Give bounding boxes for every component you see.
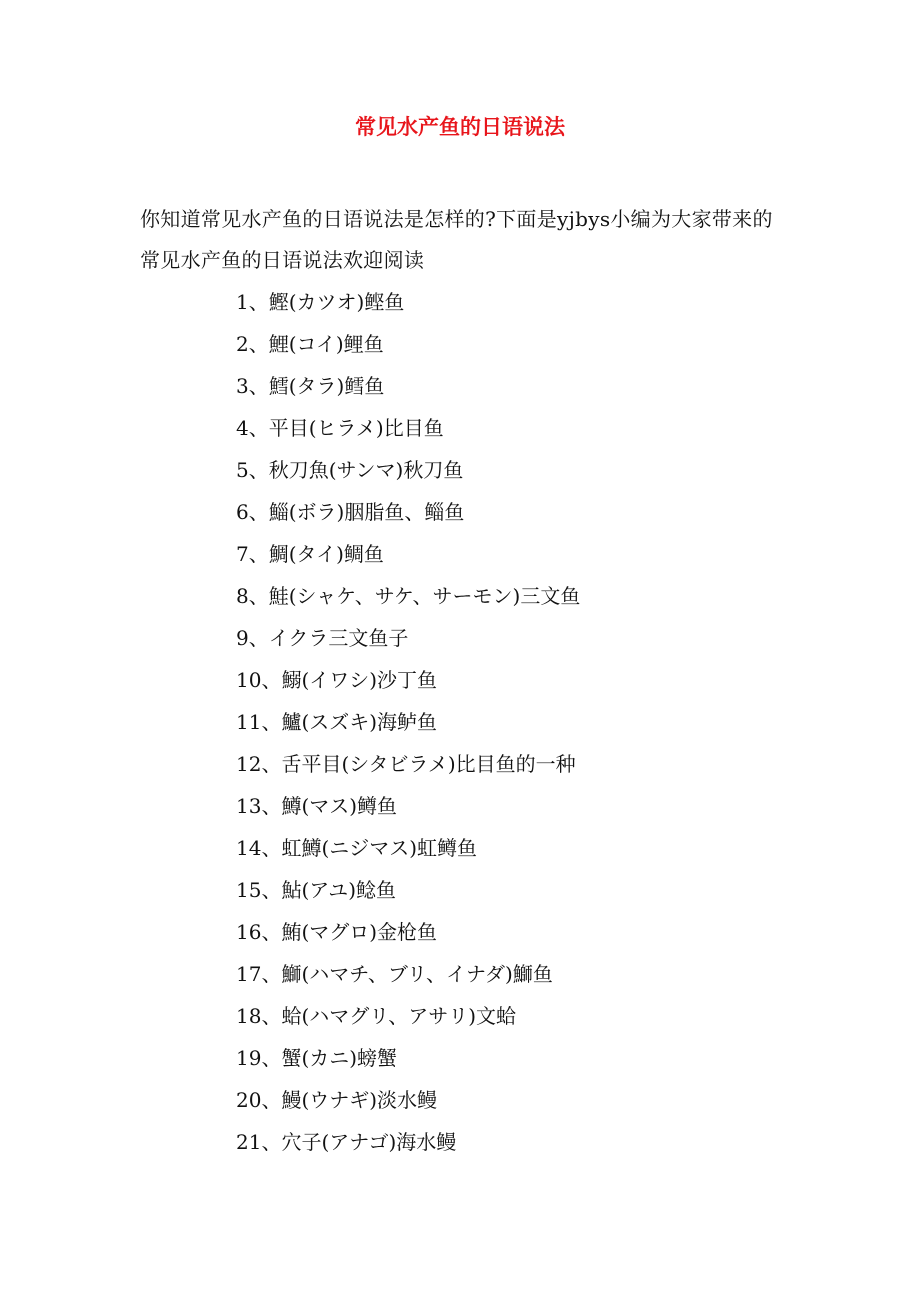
fish-list [236, 281, 796, 1163]
list-item: 2、鯉(コイ)鲤鱼 [236, 332, 384, 356]
intro-paragraph: 你知道常见水产鱼的日语说法是怎样的?下面是yjbys小编为大家带来的常见水产鱼的日语说法欢迎阅读 [140, 207, 773, 272]
list-item: 15、鮎(アユ)鲶鱼 [236, 878, 397, 902]
list-item: 9、イクラ三文鱼子 [236, 626, 409, 650]
list-item: 4、平目(ヒラメ)比目鱼 [236, 416, 444, 440]
list-item: 14、虹鱒(ニジマス)虹鳟鱼 [236, 836, 478, 860]
list-item: 13、鱒(マス)鳟鱼 [236, 794, 398, 818]
list-item: 10、鰯(イワシ)沙丁鱼 [236, 668, 438, 692]
page-title: 常见水产鱼的日语说法 [355, 114, 565, 139]
list-item: 6、鯔(ボラ)胭脂鱼、鲻鱼 [236, 500, 465, 524]
list-item: 19、蟹(カニ)螃蟹 [236, 1046, 398, 1070]
list-item: 17、鰤(ハマチ、ブリ、イナダ)鰤鱼 [236, 962, 553, 986]
list-item: 21、穴子(アナゴ)海水鳗 [236, 1130, 457, 1154]
list-item: 11、鱸(スズキ)海鲈鱼 [236, 710, 438, 734]
list-item: 16、鮪(マグロ)金枪鱼 [236, 920, 438, 944]
list-item: 1、鰹(カツオ)鲣鱼 [236, 290, 405, 314]
list-item: 7、鯛(タイ)鲷鱼 [236, 542, 384, 566]
list-item: 8、鮭(シャケ、サケ、サーモン)三文鱼 [236, 584, 581, 608]
list-item: 18、蛤(ハマグリ、アサリ)文蛤 [236, 1004, 517, 1028]
list-item: 3、鱈(タラ)鳕鱼 [236, 374, 385, 398]
list-item: 12、舌平目(シタビラメ)比目鱼的一种 [236, 752, 576, 776]
list-item: 5、秋刀魚(サンマ)秋刀鱼 [236, 458, 464, 482]
list-item: 20、鰻(ウナギ)淡水鳗 [236, 1088, 438, 1112]
